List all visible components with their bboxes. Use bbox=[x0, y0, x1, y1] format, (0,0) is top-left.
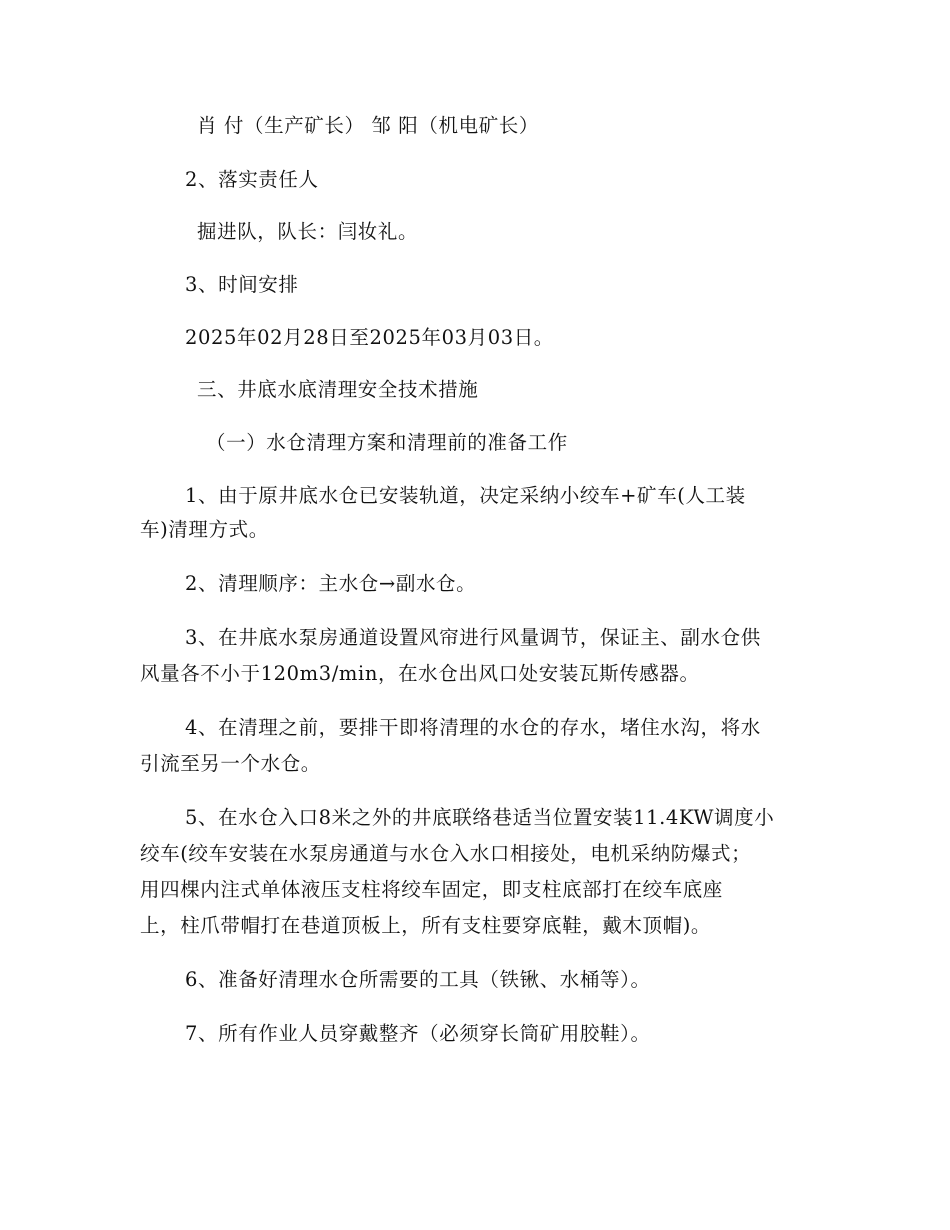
paragraph-3-line-1: 3、在井底水泵房通道设置风帘进行风量调节，保证主、副水仓供 bbox=[185, 626, 761, 649]
section-heading-schedule: 3、时间安排 bbox=[185, 273, 299, 296]
paragraph-1-line-2: 车)清理方式。 bbox=[140, 518, 269, 541]
paragraph-7: 7、所有作业人员穿戴整齐（必须穿长筒矿用胶鞋）。 bbox=[185, 1022, 651, 1045]
chapter-heading-safety-measures: 三、井底水底清理安全技术措施 bbox=[197, 378, 479, 401]
section-heading-responsible-person: 2、落实责任人 bbox=[185, 168, 319, 191]
subsection-heading-preparation: （一）水仓清理方案和清理前的准备工作 bbox=[206, 431, 568, 454]
paragraph-5-line-1: 5、在水仓入口8米之外的井底联络巷适当位置安装11.4KW调度小 bbox=[185, 806, 775, 829]
paragraph-5-line-4: 上，柱爪带帽打在巷道顶板上，所有支柱要穿底鞋，戴木顶帽)。 bbox=[140, 914, 712, 937]
paragraph-5-line-3: 用四棵内注式单体液压支柱将绞车固定，即支柱底部打在绞车底座 bbox=[140, 878, 723, 901]
leader-names-line: 肖 付（生产矿长） 邹 阳（机电矿长） bbox=[197, 114, 539, 137]
paragraph-4-line-2: 引流至另一个水仓。 bbox=[140, 752, 321, 775]
paragraph-5-line-2: 绞车(绞车安装在水泵房通道与水仓入水口相接处，电机采纳防爆式； bbox=[140, 842, 752, 865]
paragraph-6: 6、准备好清理水仓所需要的工具（铁锹、水桶等）。 bbox=[185, 968, 651, 991]
paragraph-2: 2、清理顺序：主水仓→副水仓。 bbox=[185, 572, 477, 595]
paragraph-1-line-1: 1、由于原井底水仓已安装轨道，决定采纳小绞车+矿车(人工装 bbox=[185, 484, 746, 507]
paragraph-4-line-1: 4、在清理之前，要排干即将清理的水仓的存水，堵住水沟，将水 bbox=[185, 716, 761, 739]
paragraph-3-line-2: 风量各不小于120m3/min，在水仓出风口处安装瓦斯传感器。 bbox=[140, 662, 700, 685]
schedule-dates-line: 2025年02月28日至2025年03月03日。 bbox=[185, 326, 554, 349]
responsible-person-line: 掘进队，队长：闫妆礼。 bbox=[197, 220, 419, 243]
